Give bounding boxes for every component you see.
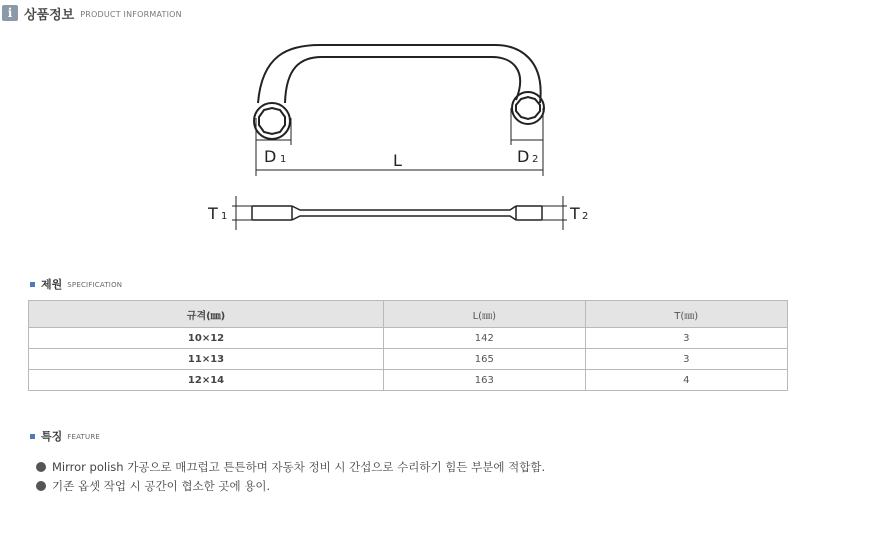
- spec-subtitle: SPECIFICATION: [67, 281, 123, 289]
- section-bullet-icon: [30, 434, 35, 439]
- table-row: [29, 349, 788, 370]
- cell-size: 12×14: [29, 370, 384, 391]
- cell-size: 10×12: [29, 328, 384, 349]
- t2-label: T: [570, 204, 580, 223]
- table-header-row: [29, 301, 788, 328]
- spec-section-header: [30, 276, 122, 292]
- cell-thickness: 4: [585, 370, 787, 391]
- cell-length: 163: [384, 370, 585, 391]
- feature-text: 기존 옵셋 작업 시 공간이 협소한 곳에 용이.: [52, 478, 271, 493]
- t1-label: T: [208, 204, 218, 223]
- header-subtitle: PRODUCT INFORMATION: [80, 10, 182, 19]
- table-row: [29, 328, 788, 349]
- spec-title: 제원: [41, 278, 63, 291]
- section-bullet-icon: [30, 282, 35, 287]
- bullet-dot-icon: [36, 462, 46, 472]
- d2-label: D: [517, 147, 530, 166]
- feature-subtitle: FEATURE: [67, 433, 101, 441]
- column-header-thickness: T(㎜): [585, 301, 787, 328]
- cell-length: 165: [384, 349, 585, 370]
- d2-subscript: 2: [532, 154, 539, 165]
- feature-text: Mirror polish 가공으로 매끄럽고 튼튼하며 자동차 정비 시 간섭으로 수리하기 힘든 부분에 적합함.: [52, 459, 546, 474]
- feature-list: [36, 457, 545, 495]
- info-icon: i: [2, 5, 18, 21]
- cell-thickness: 3: [585, 328, 787, 349]
- length-label: L: [393, 151, 402, 170]
- header-title: 상품정보: [24, 7, 75, 23]
- spec-table: [28, 300, 788, 391]
- t2-subscript: 2: [582, 211, 589, 222]
- cell-length: 142: [384, 328, 585, 349]
- t1-subscript: 1: [221, 211, 228, 222]
- cell-size: 11×13: [29, 349, 384, 370]
- d1-subscript: 1: [280, 154, 287, 165]
- column-header-length: L(㎜): [384, 301, 585, 328]
- wrench-diagram: [0, 0, 869, 260]
- wrench-top-view: [254, 45, 544, 139]
- list-item: [36, 476, 545, 495]
- cell-thickness: 3: [585, 349, 787, 370]
- column-header-size: 규격(㎜): [29, 301, 384, 328]
- d1-label: D: [264, 147, 277, 166]
- table-row: [29, 370, 788, 391]
- wrench-side-view: [252, 206, 542, 220]
- feature-section-header: [30, 428, 100, 444]
- bullet-dot-icon: [36, 481, 46, 491]
- list-item: [36, 457, 545, 476]
- feature-title: 특징: [41, 430, 63, 443]
